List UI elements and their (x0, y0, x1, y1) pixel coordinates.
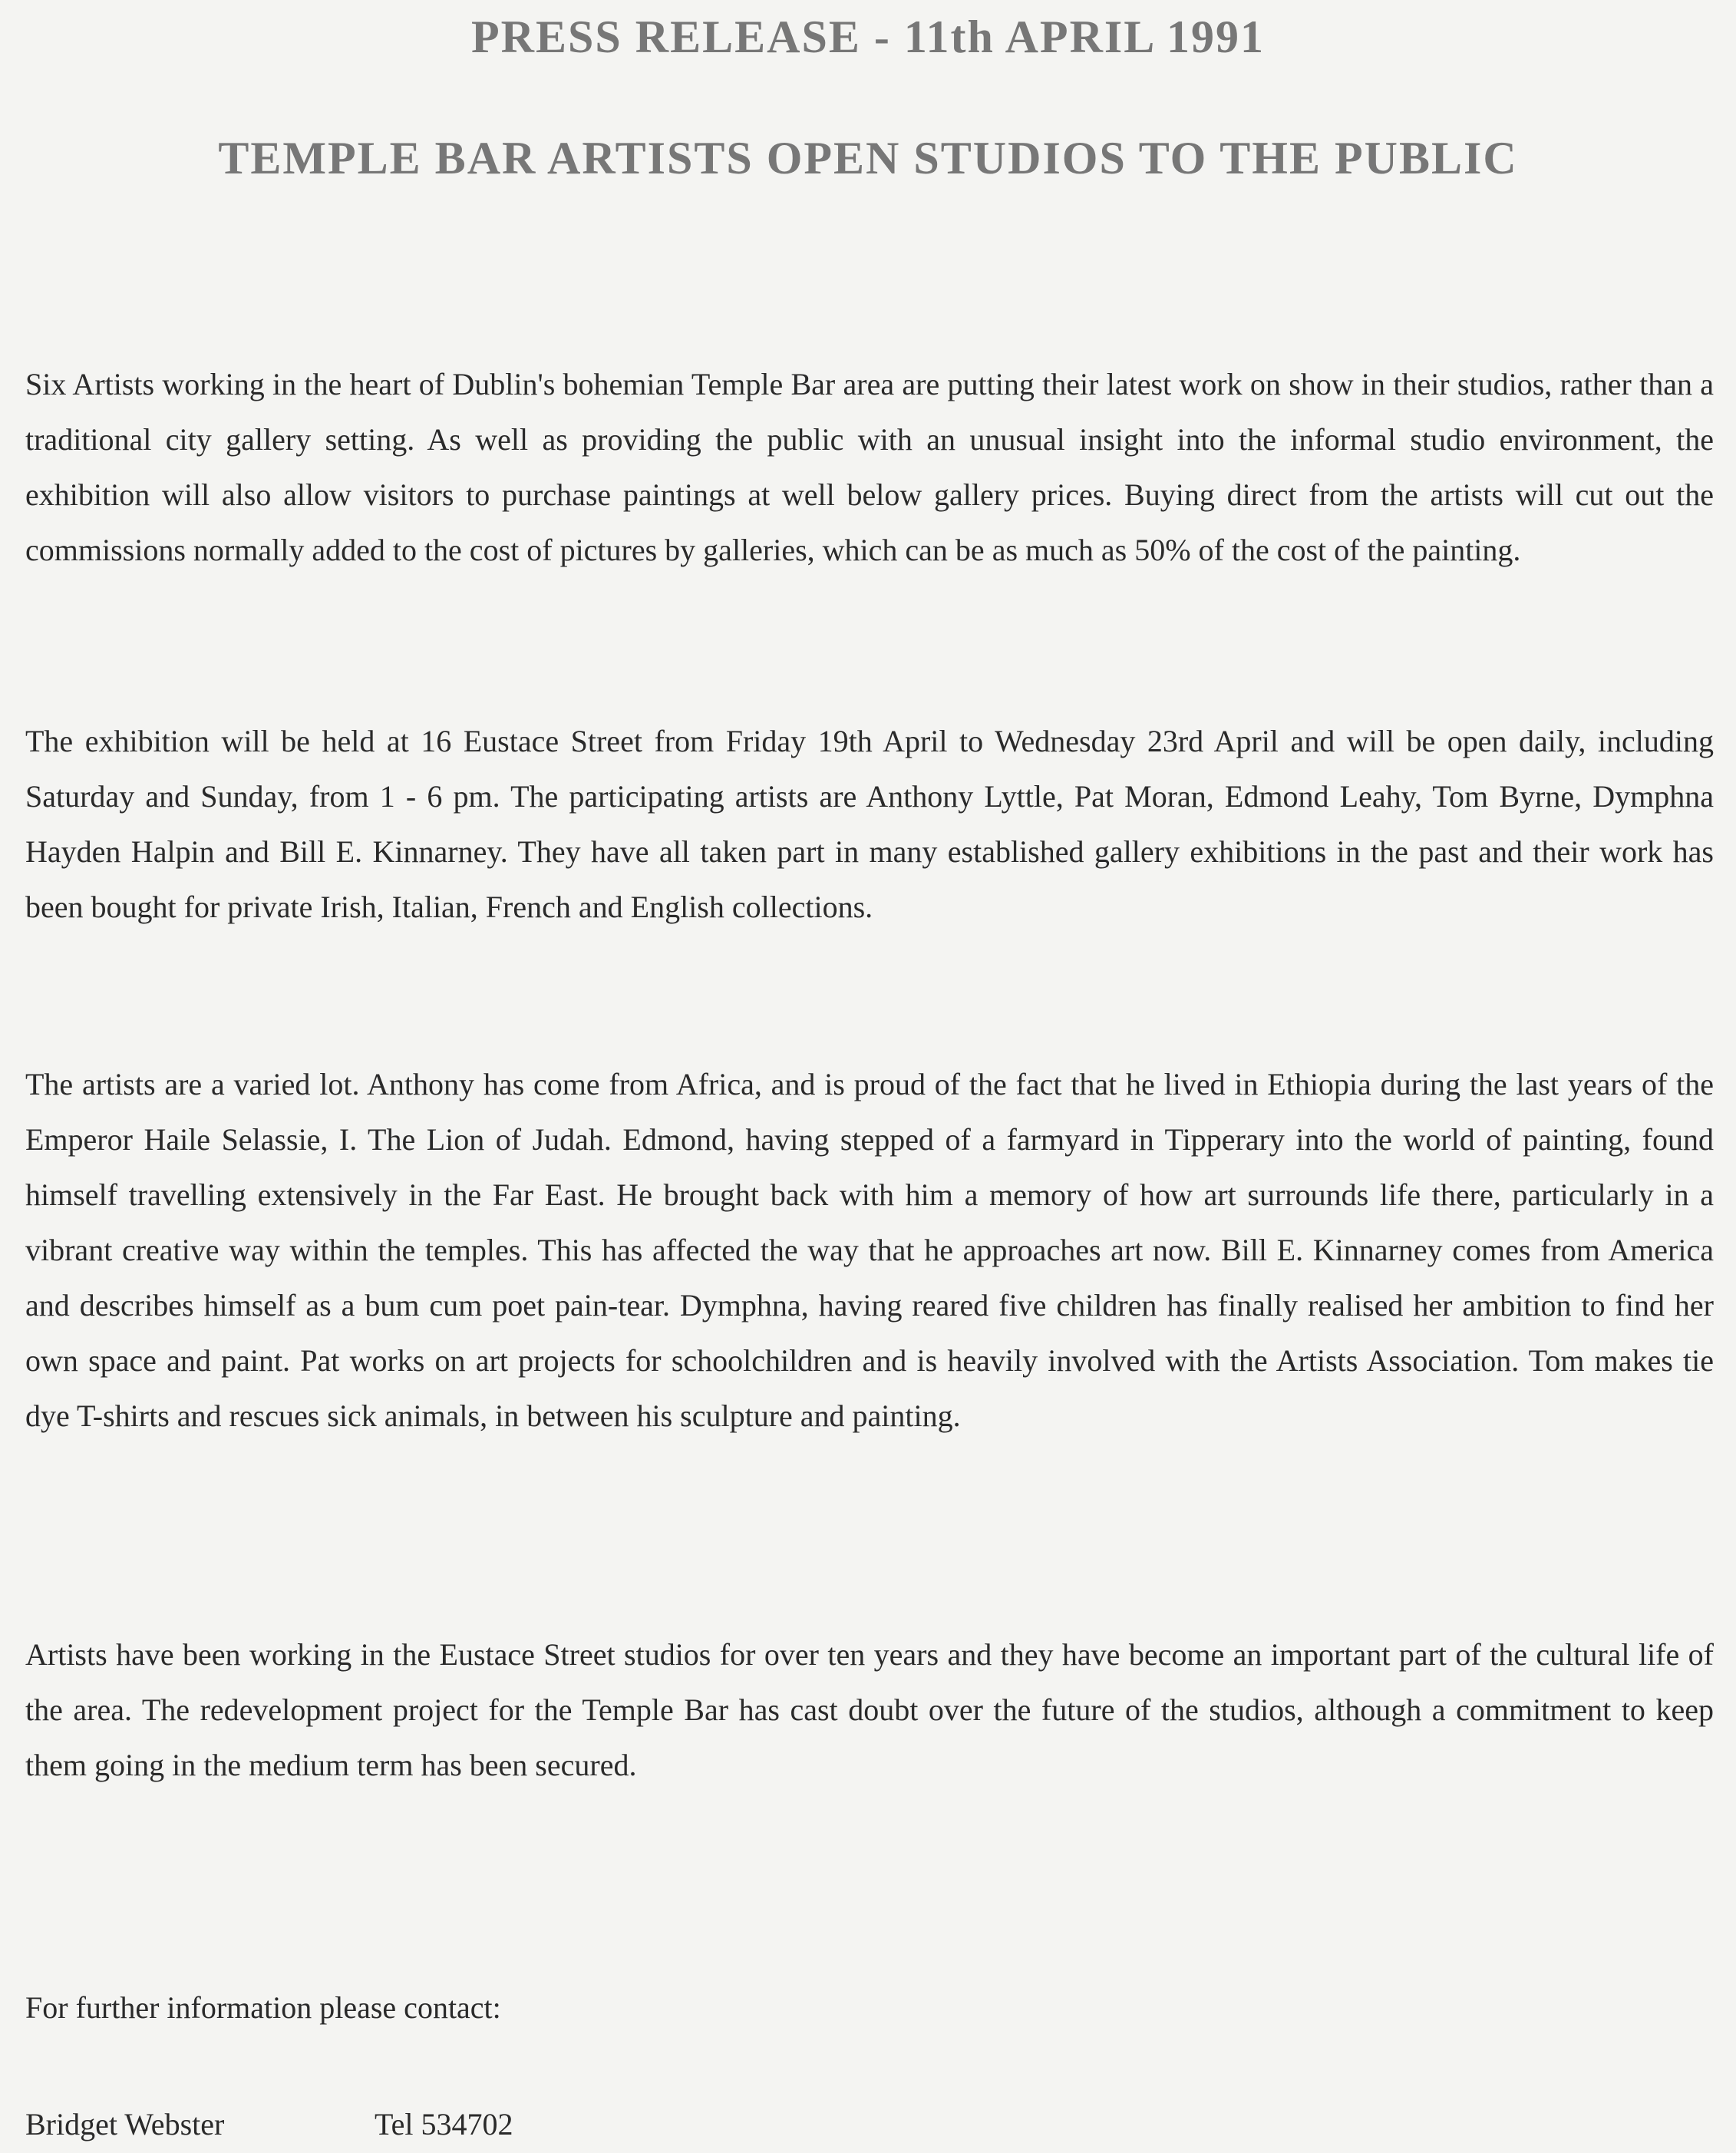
paragraph-studios-history: Artists have been working in the Eustace Street studios for over ten years and they have become an important part of the cultural life of the area. The redevelopment project for the Temple Bar has cast doubt over the future of the studios, although a commitment to keep them going in the medium term has been secured. (25, 1637, 1714, 1782)
contact-intro: For further information please contact: (25, 1990, 501, 2025)
contact-name: Bridget Webster (25, 2107, 225, 2141)
paragraph-exhibition-details: The exhibition will be held at 16 Eustace Street from Friday 19th April to Wednesday 23rd April and will be open daily, including Saturday and Sunday, from 1 - 6 pm. The participating artists are Anthony Lyttle, Pat Moran, Edmond Leahy, Tom Byrne, Dymphna Hayden Halpin and Bill E. Kinnarney. They have all taken part in many established gallery exhibitions in the past and their work has been bought for private Irish, Italian, French and English collections. (25, 724, 1714, 924)
paragraph-intro: Six Artists working in the heart of Dublin's bohemian Temple Bar area are putting their latest work on show in their studios, rather than a traditional city gallery setting. As well as providing the public with an unusual insight into the informal studio environment, the exhibition will also allow visitors to purchase paintings at well below gallery prices. Buying direct from the artists will cut out the commissions normally added to the cost of pictures by galleries, which can be as much as 50% of the cost of the painting. (25, 367, 1714, 567)
contact-phone: Tel 534702 (375, 2107, 513, 2141)
press-release-title: TEMPLE BAR ARTISTS OPEN STUDIOS TO THE PUBLIC (218, 133, 1518, 183)
paragraph-artists: The artists are a varied lot. Anthony has come from Africa, and is proud of the fact that he lived in Ethiopia during the last years of the Emperor Haile Selassie, I. The Lion of Judah. Edmond, having stepped of a farmyard in Tipperary into the world of painting, found himself travelling extensively in the Far East. He brought back with him a memory of how art surrounds life there, particularly in a vibrant creative way within the temples. This has affected the way that he approaches art now. Bill E. Kinnarney comes from America and describes himself as a bum cum poet pain-tear. Dymphna, having reared five children has finally realised her ambition to find her own space and paint. Pat works on art projects for schoolchildren and is heavily involved with the Artists Association. Tom makes tie dye T-shirts and rescues sick animals, in between his sculpture and painting. (25, 1067, 1714, 1433)
press-release-header: PRESS RELEASE - 11th APRIL 1991 (471, 12, 1265, 62)
